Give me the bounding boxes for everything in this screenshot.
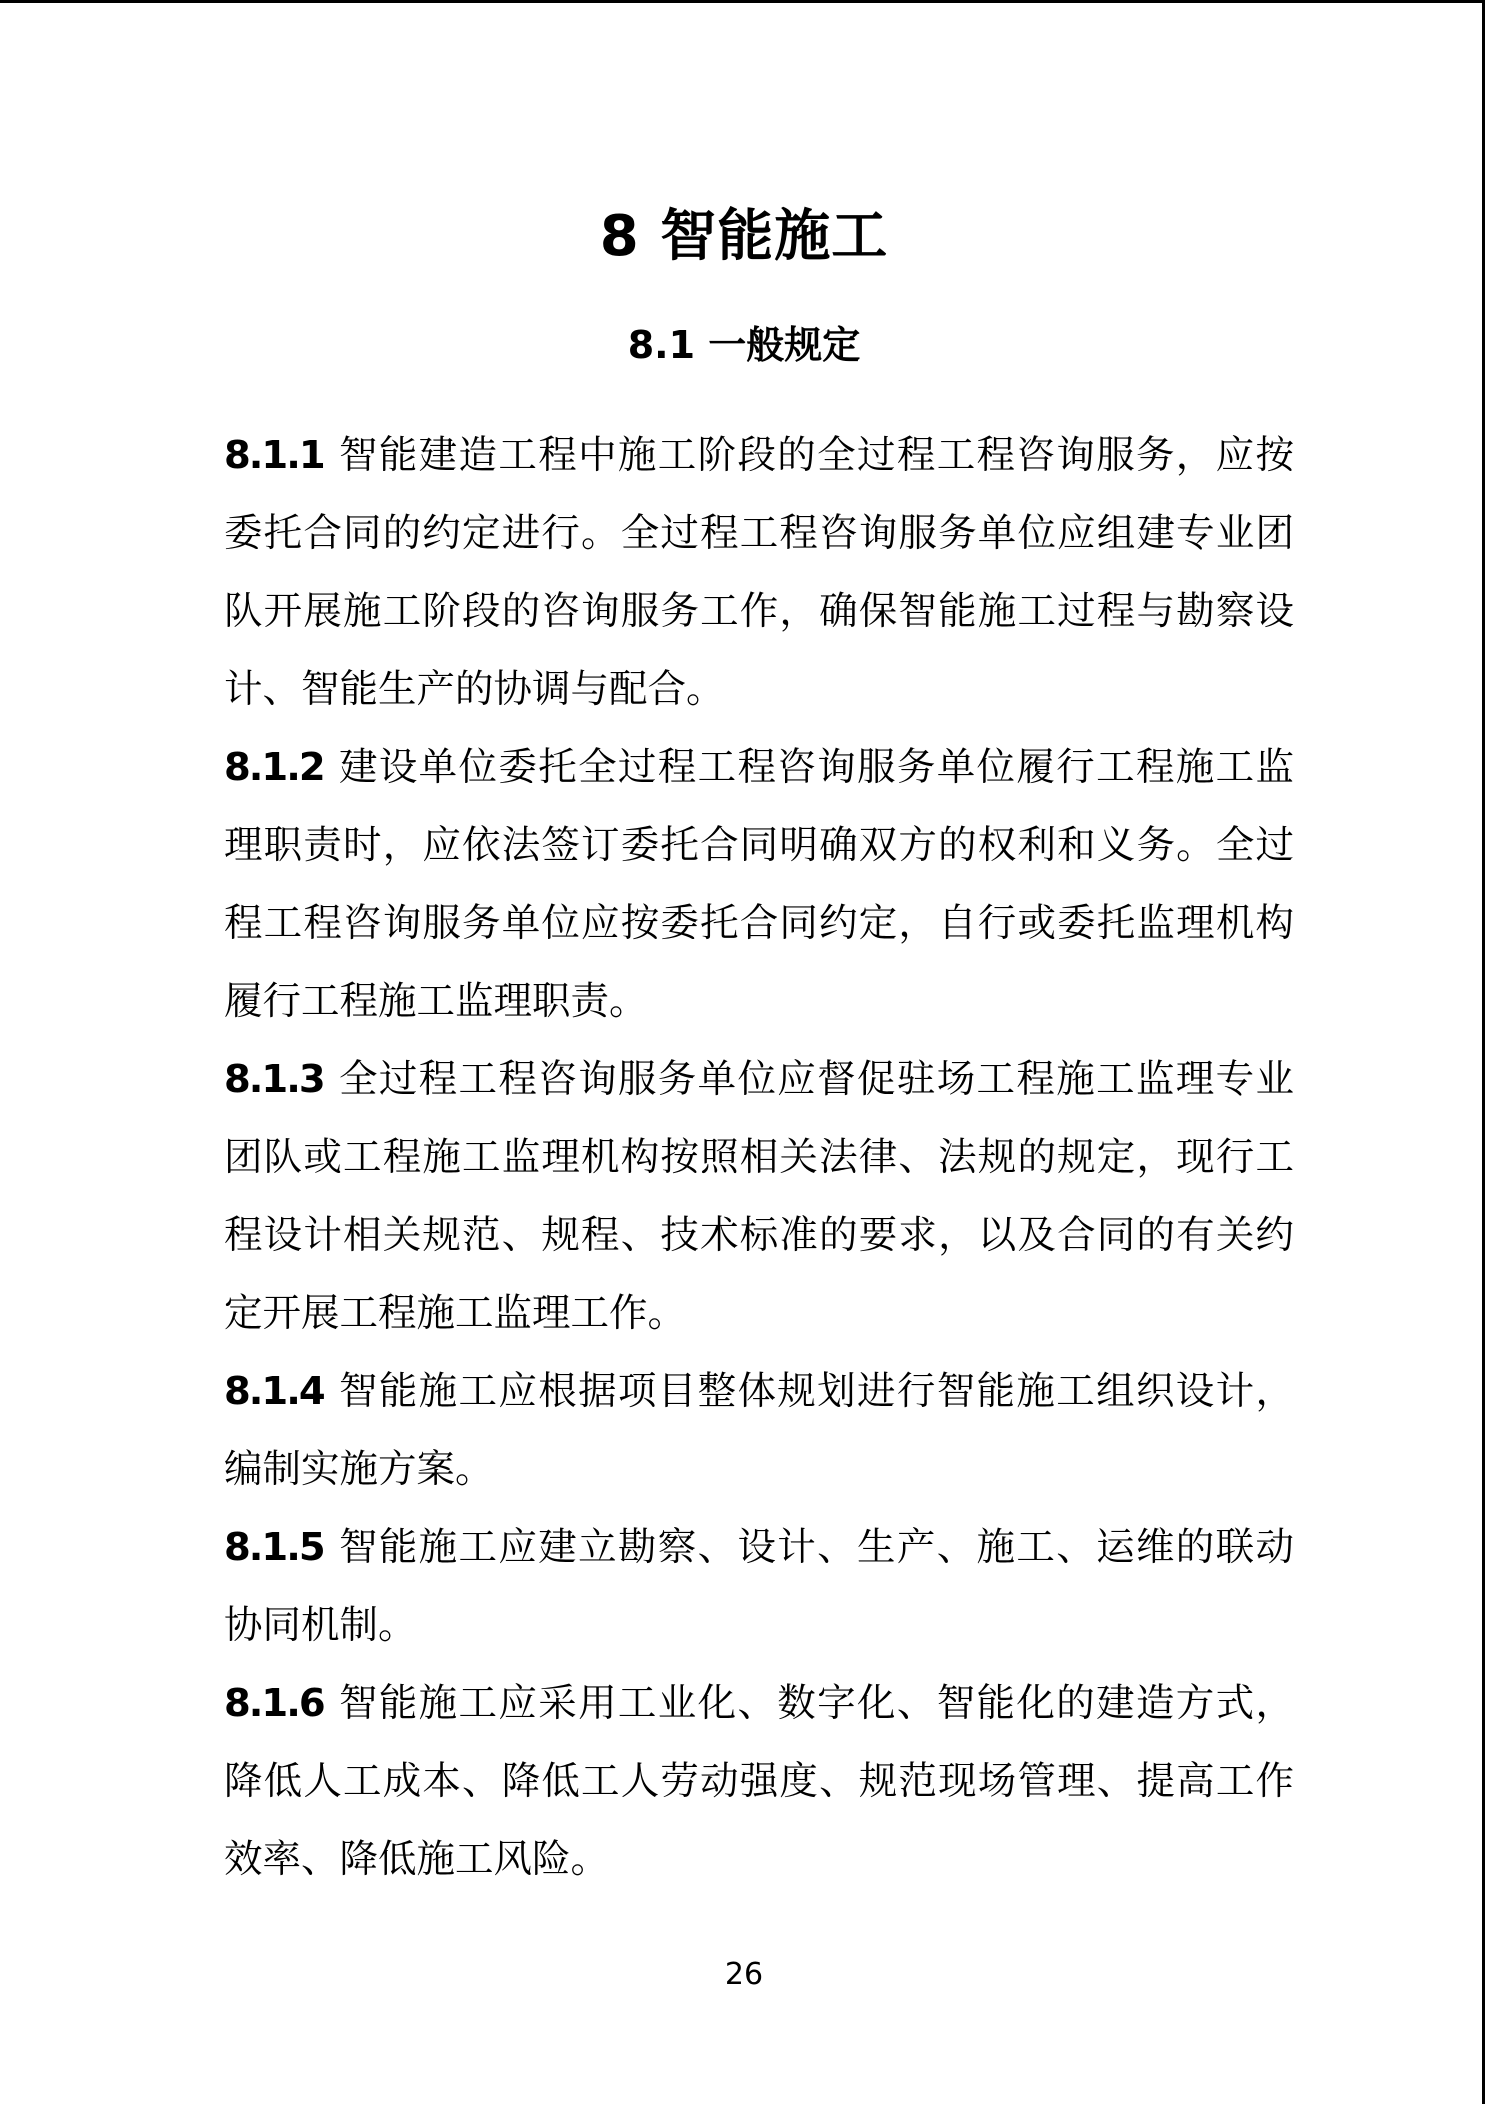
- clause-text: 智能施工应采用工业化、数字化、智能化的建造方式，降低人工成本、降低工人劳动强度、规范现场管理、提高工作效率、降低施工风险。: [224, 1681, 1294, 1882]
- clause-8-1-1: [224, 417, 1294, 729]
- clause-8-1-5: [224, 1509, 1294, 1665]
- clause-text: 智能施工应建立勘察、设计、生产、施工、运维的联动协同机制。: [224, 1525, 1294, 1648]
- clause-text: 智能建造工程中施工阶段的全过程工程咨询服务，应按委托合同的约定进行。全过程工程咨询服务单位应组建专业团队开展施工阶段的咨询服务工作，确保智能施工过程与勘察设计、智能生产的协调与配合。: [224, 433, 1294, 712]
- clause-number: 8.1.5: [224, 1525, 324, 1570]
- clause-text: 智能施工应根据项目整体规划进行智能施工组织设计，编制实施方案。: [224, 1369, 1294, 1492]
- page-number: 26: [724, 1957, 764, 1992]
- clause-number: 8.1.1: [224, 433, 324, 478]
- clause-8-1-4: [224, 1353, 1294, 1509]
- clause-text: 全过程工程咨询服务单位应督促驻场工程施工监理专业团队或工程施工监理机构按照相关法律、法规的规定，现行工程设计相关规范、规程、技术标准的要求，以及合同的有关约定开展工程施工监理工作。: [224, 1057, 1294, 1336]
- clause-8-1-2: [224, 729, 1294, 1041]
- clause-number: 8.1.4: [224, 1369, 324, 1414]
- clause-8-1-3: [224, 1041, 1294, 1353]
- clause-number: 8.1.3: [224, 1057, 324, 1102]
- clause-8-1-6: [224, 1665, 1294, 1899]
- clause-number: 8.1.6: [224, 1681, 324, 1726]
- chapter-title: 8 智能施工: [599, 204, 889, 269]
- clause-number: 8.1.2: [224, 745, 324, 790]
- clause-list: [224, 417, 1294, 1899]
- section-title: 8.1 一般规定: [627, 323, 861, 367]
- clause-text: 建设单位委托全过程工程咨询服务单位履行工程施工监理职责时，应依法签订委托合同明确双方的权利和义务。全过程工程咨询服务单位应按委托合同约定，自行或委托监理机构履行工程施工监理职责。: [224, 745, 1294, 1024]
